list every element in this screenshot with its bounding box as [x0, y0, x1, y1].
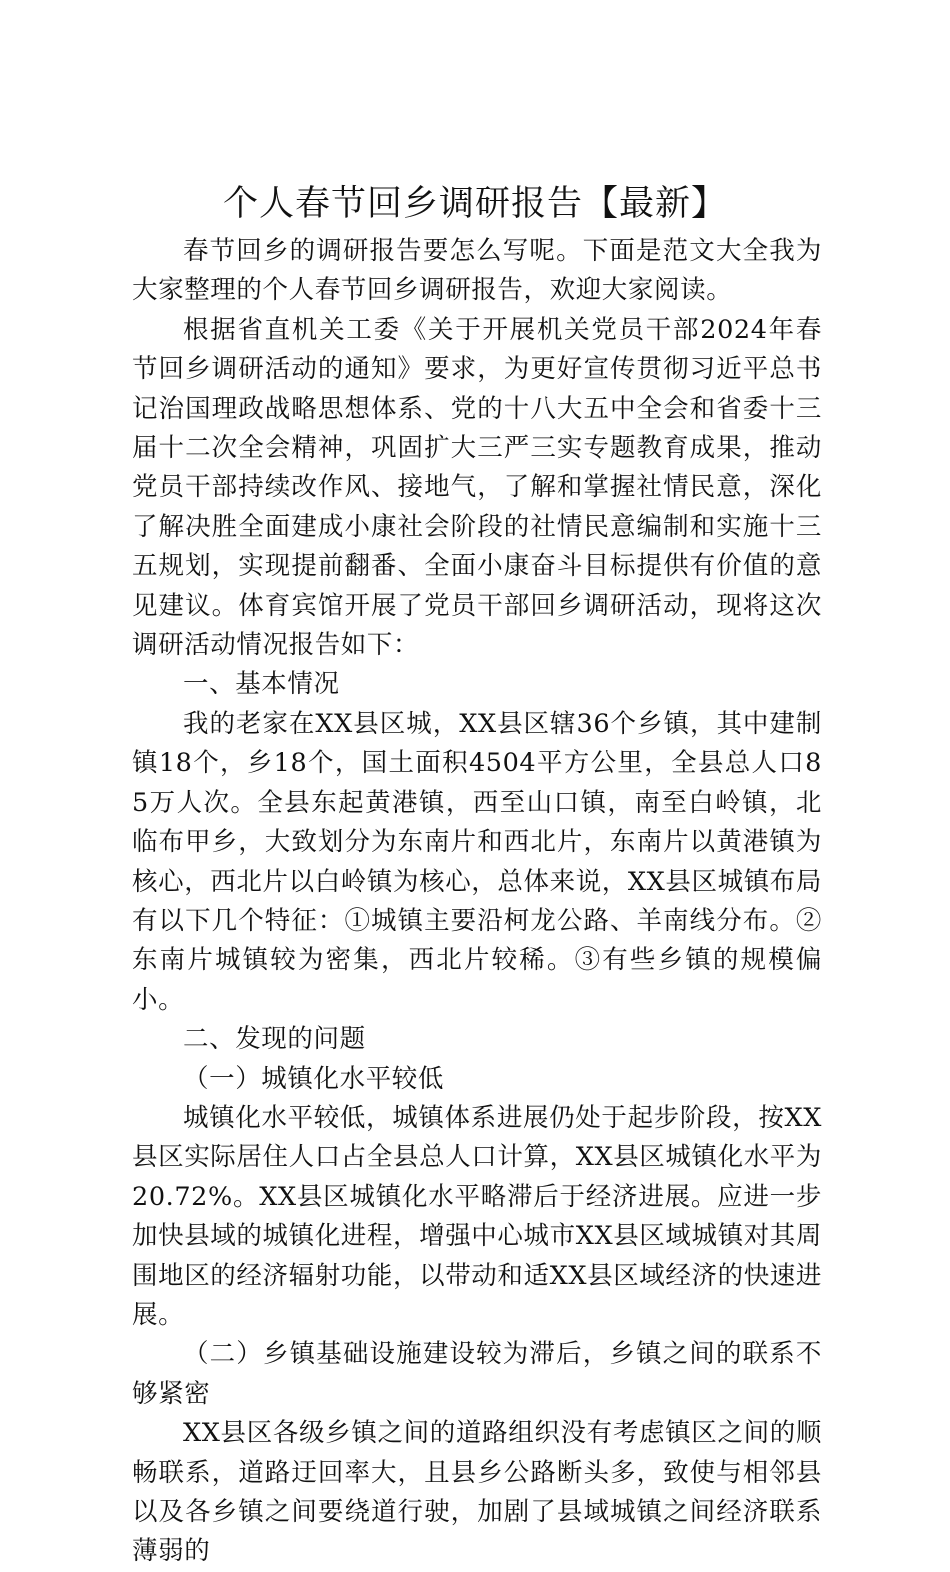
subheading-infrastructure: （二）乡镇基础设施建设较为滞后，乡镇之间的联系不够紧密 [132, 1339, 822, 1409]
paragraph-background: 根据省直机关工委《关于开展机关党员干部2024年春节回乡调研活动的通知》要求，为更好宣传贯彻习近平总书记治国理政战略思想体系、党的十八大五中全会和省委十三届十二次全会精神，巩固扩大三严三实专题教育成果，推动党员干部持续改作风、接地气，了解和掌握社情民意，深化了解决胜全面建成小康社会阶段的社情民意编制和实施十三五规划，实现提前翻番、全面小康奋斗目标提供有价值的意见建议。体育宾馆开展了党员干部回乡调研活动，现将这次调研活动情况报告如下： [132, 314, 822, 661]
section-heading-problems: 二、发现的问题 [183, 1024, 366, 1055]
paragraph-infrastructure: XX县区各级乡镇之间的道路组织没有考虑镇区之间的顺畅联系，道路迂回率大，且县乡公路断头多，致使与相邻县以及各乡镇之间要绕道行驶，加剧了县域城镇之间经济联系薄弱的 [132, 1418, 822, 1567]
paragraph-basic-situation: 我的老家在XX县区城，XX县区辖36个乡镇，其中建制镇18个，乡18个，国土面积4504平方公里，全县总人口85万人次。全县东起黄港镇，西至山口镇，南至白岭镇，北临布甲乡，大致划分为东南片和西北片，东南片以黄港镇为核心，西北片以白岭镇为核心，总体来说，XX县区城镇布局有以下几个特征：①城镇主要沿柯龙公路、羊南线分布。②东南片城镇较为密集，西北片较稀。③有些乡镇的规模偏小。 [132, 708, 823, 1015]
subheading-urbanization: （一）城镇化水平较低 [183, 1063, 445, 1094]
document-title: 个人春节回乡调研报告【最新】 [222, 184, 727, 224]
document-body [132, 232, 822, 1572]
paragraph-urbanization: 城镇化水平较低，城镇体系进展仍处于起步阶段，按XX县区实际居住人口占全县总人口计算，XX县区城镇化水平为20.72%。XX县区城镇化水平略滞后于经济进展。应进一步加快县域的城镇化进程，增强中心城市XX县区域城镇对其周围地区的经济辐射功能，以带动和适XX县区域经济的快速进展。 [132, 1102, 823, 1330]
section-heading-basic-situation: 一、基本情况 [183, 669, 340, 700]
paragraph-intro: 春节回乡的调研报告要怎么写呢。下面是范文大全我为大家整理的个人春节回乡调研报告，欢迎大家阅读。 [132, 236, 822, 306]
